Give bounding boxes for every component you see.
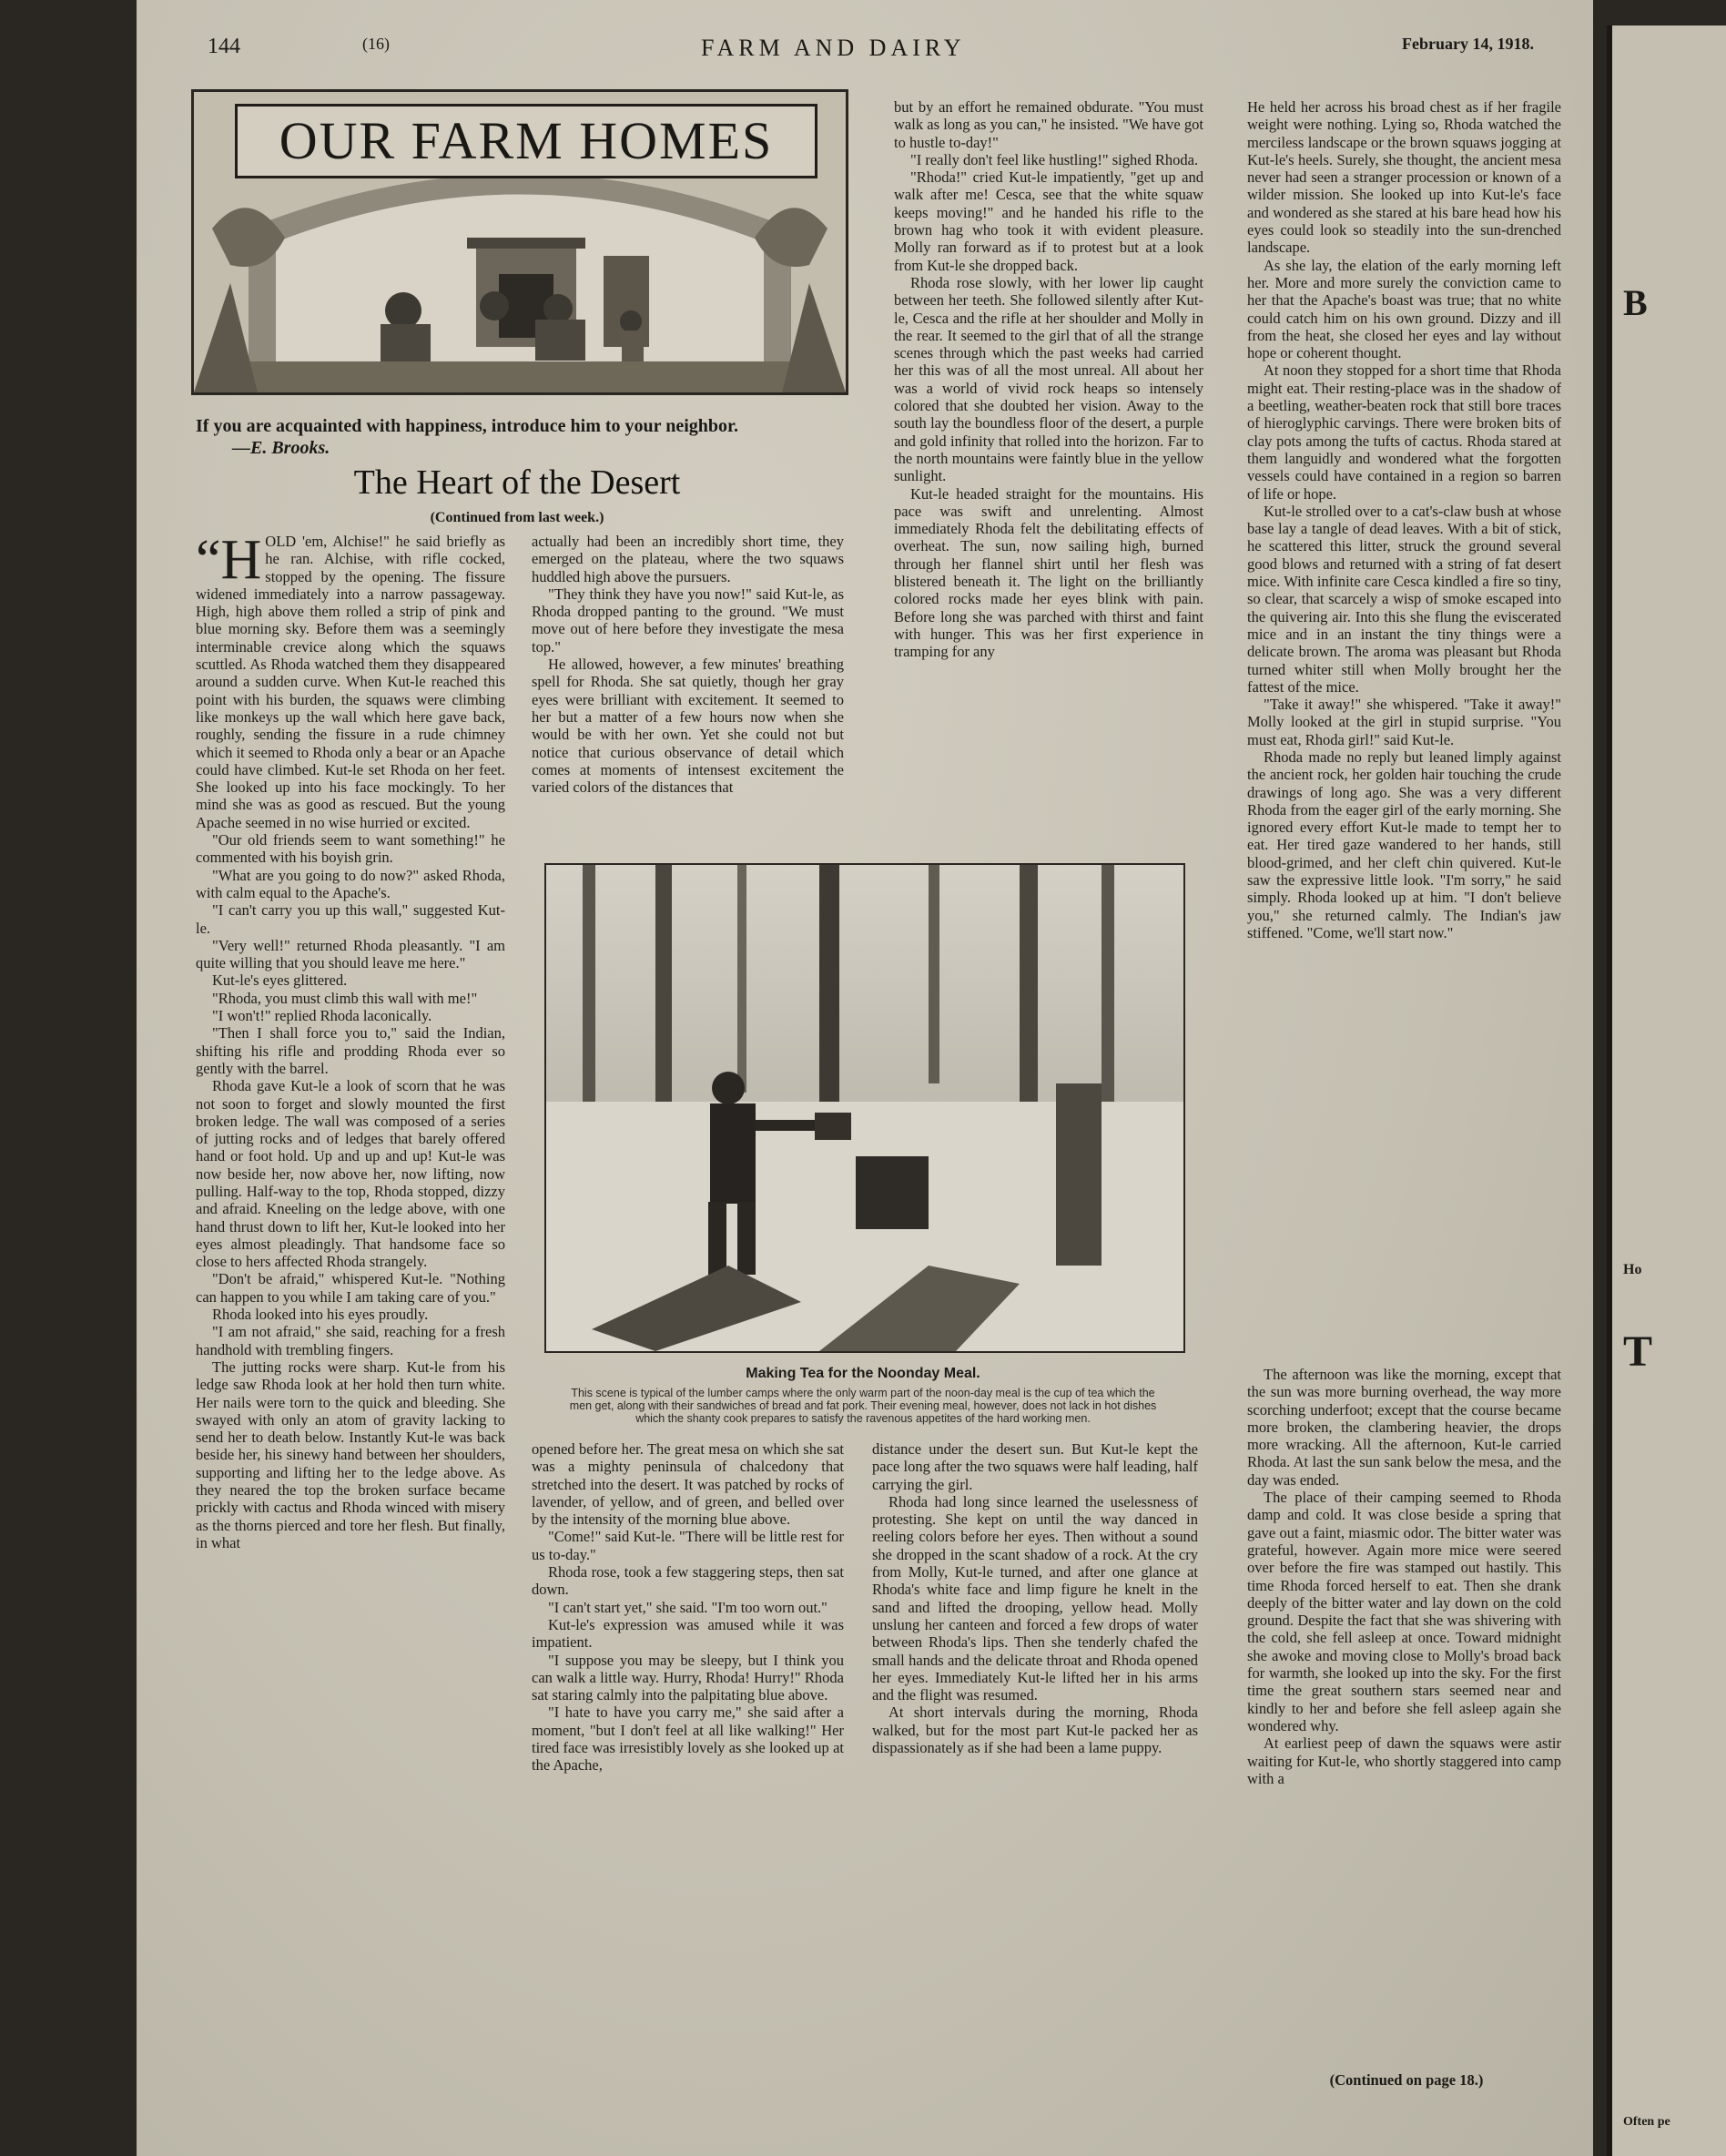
paragraph: At noon they stopped for a short time that Rhoda might eat. Their resting-place was in the shadow of a beetling, weather-beaten rock that still bore traces of hieroglyphic carvings. There were broken bits of clay pots among the tufts of cactus. Rhoda stared at them languidly and wondered what the forgotten vessels could have contained in a region so barren of life or hope. <box>1247 361 1561 503</box>
photo-caption-body: This scene is typical of the lumber camps where the only warm part of the noon-day meal is the cup of tea which the men get, along with their sandwiches of bread and fat pork. Their evening meal, however, does not lack in hot dishes which the shanty cook prepares to satisfy the ravenous appetites of the hard working men. <box>569 1387 1157 1425</box>
paragraph: The jutting rocks were sharp. Kut-le from his ledge saw Rhoda look at her hold then turn white. Her nails were torn to the quick and bleeding. She swayed with only an atom of gravity lacking to send her to death below. Instantly Kut-le was back beside her, his sinewy hand between her shoulders, supporting and lifting her to the ledge above. As they neared the top the broken surface became prickly with cactus and Rhoda winced with misery as the thorns pierced and tore her flesh. But finally, in what <box>196 1358 505 1551</box>
paragraph: Rhoda made no reply but leaned limply against the ancient rock, her golden hair touching the crude drawings of long ago. She was a very different Rhoda from the eager girl of the early morning. She ignored every effort Kut-le made to tempt her to eat. Her tired gaze wandered to her hands, still blood-grimed, and her cleft chin quivered. Kut-le saw the expressive little look. "I'm sorry," he said simply. Rhoda looked up at him. "I don't believe you," she returned calmly. The Indian's jaw stiffened. "Come, we'll start now." <box>1247 747 1561 941</box>
paragraph: "Come!" said Kut-le. "There will be little rest for us to-day." <box>532 1528 844 1563</box>
paragraph: At short intervals during the morning, Rhoda walked, but for the most part Kut-le packed her as dispassionately as if she had been a lame puppy. <box>872 1703 1198 1757</box>
adjacent-page-edge <box>1607 25 1726 2156</box>
paragraph: "What are you going to do now?" asked Rhoda, with calm equal to the Apache's. <box>196 866 505 901</box>
paragraph: Kut-le's expression was amused while it was impatient. <box>532 1615 844 1652</box>
motto-text: If you are acquainted with happiness, introduce him to your neighbor. <box>196 416 739 436</box>
paragraph: Rhoda rose slowly, with her lower lip caught between her teeth. She followed silently after Kut-le, Cesca and the rifle at her shoulder and Molly in the rear. It seemed to the girl that of all the strange scenes through which the past weeks had carried her this was of all the most unreal. All about her was a world of vivid rock heaps so intensely colored that she doubted her vision. Away to the south lay the boundless floor of the desert, a purple and gold infinity that rolled into the horizon. Far to the north mountains were faintly blue in the yellow sunlight. <box>894 273 1203 485</box>
adjacent-page-fragment: T <box>1623 1329 1653 1375</box>
paragraph: "I suppose you may be sleepy, but I think you can walk a little way. Hurry, Rhoda! Hurry!" Rhoda sat staring calmly into the palpitating blue above. <box>532 1651 844 1704</box>
paragraph: "Take it away!" she whispered. "Take it away!" Molly looked at the girl in stupid surprise. "You must eat, Rhoda girl!" said Kut-le. <box>1247 696 1561 748</box>
paragraph: "Then I shall force you to," said the Indian, shifting his rifle and prodding Rhoda ever so gently with the barrel. <box>196 1024 505 1077</box>
section-number: (16) <box>362 35 390 53</box>
paragraph: "Don't be afraid," whispered Kut-le. "Nothing can happen to you while I am taking care of you." <box>196 1270 505 1306</box>
paragraph: Kut-le headed straight for the mountains. His pace was swift and unrelenting. Almost immediately Rhoda felt the debilitating effects of overheat. The sun, now sailing high, burned through her flannel shirt until her flesh was blistered beneath it. The light on the brilliantly colored rocks made her eyes blink with pain. Before long she was parched with thirst and faint with hunger. This was her first experience in tramping for any <box>894 484 1203 661</box>
issue-date: February 14, 1918. <box>1402 35 1534 53</box>
paragraph: "I really don't feel like hustling!" sighed Rhoda. <box>910 150 1199 168</box>
masthead: FARM AND DAIRY <box>701 35 966 61</box>
adjacent-page-fragment: B <box>1623 282 1648 323</box>
adjacent-page-fragment: Ho <box>1623 1264 1642 1276</box>
paragraph: Rhoda looked into his eyes proudly. <box>212 1306 429 1324</box>
paragraph: Rhoda had long since learned the uselessness of protesting. She kept on until the way danced in reeling colors before her eyes. Then without a sound she dropped in the scant shadow of a rock. At the cry from Molly, Kut-le turned, and after one glance at Rhoda's white face and limp figure he knelt in the sand and lifted the drooping, yellow head. Molly unslung her canteen and forced a few drops of water between Rhoda's lips. Then she tenderly chafed the small hands and the delicate throat and Rhoda opened her eyes. Immediately Kut-le lifted her in his arms and the flight was resumed. <box>872 1492 1198 1704</box>
lumber-camp-photo <box>544 863 1185 1353</box>
paragraph: The afternoon was like the morning, except that the sun was more burning overhead, the way more scorching underfoot; except that the course became more broken, the clambering heavier, the drops more wracking. All the afternoon, Kut-le carried Rhoda. At last the sun sank below the mesa, and the day was ended. <box>1247 1366 1561 1489</box>
paragraph: "Rhoda, you must climb this wall with me!" <box>212 989 478 1007</box>
paragraph: Rhoda rose, took a few staggering steps, then sat down. <box>532 1563 844 1599</box>
paragraph: The place of their camping seemed to Rhoda damp and cold. It was close beside a spring that gave out a faint, miasmic odor. The bitter water was grateful, however. Again more mice were seered over before the fire was stamped out hastily. This time Rhoda forced herself to eat. Then she drank deeply of the bitter water and lay down on the cold ground. Despite the fact that she was shivering with the cold, she fell asleep at once. Toward midnight she awoke and moving close to Molly's broad back for warmth, she looked up into the sky. For the first time the great southern stars seemed near and kindly to her and before she fell asleep again she wondered why. <box>1247 1489 1561 1734</box>
adjacent-page-fragment <box>1667 171 1726 208</box>
paragraph: distance under the desert sun. But Kut-le kept the pace long after the two squaws were half leading, half carrying the girl. <box>872 1440 1198 1493</box>
paragraph: actually had been an incredibly short time, they emerged on the plateau, where the two squaws huddled high above the pursuers. <box>532 533 844 585</box>
paragraph: "I am not afraid," she said, reaching for a fresh handhold with trembling fingers. <box>196 1323 505 1358</box>
paragraph: “HOLD 'em, Alchise!" he said briefly as he ran. Alchise, with rifle cocked, stopped by the opening. The fissure widened immediately into a narrow passageway. High, high above them rolled a strip of pink and blue morning sky. Before them was a seemingly interminable crevice along which the squaws scuttled. As Rhoda watched them they disappeared around a sudden curve. When Kut-le reached this point with his burden, the squaws were climbing like monkeys up the wall which here gave back, roughly, sending the fissure in a rude chimney which it seemed to Rhoda only a bear or an Apache could have climbed. Kut-le set Rhoda on her feet. She looked up into his face mockingly. To her mind she was as good as rescued. But the young Apache seemed in no wise hurried or excited. <box>196 529 505 831</box>
paragraph: "I can't carry you up this wall," suggested Kut-le. <box>196 901 505 937</box>
banner-title: OUR FARM HOMES <box>235 104 817 178</box>
paragraph: "They think they have you now!" said Kut-le, as Rhoda dropped panting to the ground. "We must move out of here before they investigate the mesa top." <box>532 585 844 656</box>
paragraph: Kut-le strolled over to a cat's-claw bush at whose base lay a tangle of dead leaves. With a bit of stick, he scattered this litter, struck the ground several good blows and returned with a string of fat desert mice. With infinite care Cesca kindled a fire so tiny, so clear, that scarcely a wisp of smoke escaped into the quivering air. Into this she flung the eviscerated mice and in an instant the tiny things were a delicate brown. The aroma was pleasant but Rhoda turned whiter still when Molly brought her the fattest of the mice. <box>1247 502 1561 696</box>
paragraph: "Very well!" returned Rhoda pleasantly. "I am quite willing that you should leave me here." <box>196 936 505 972</box>
article-column-3-top <box>894 98 1203 661</box>
paragraph: opened before her. The great mesa on which she sat was a mighty peninsula of chalcedony that stretched into the desert. It was patched by rocks of lavender, of yellow, and of green, and belled over by the intensity of the morning blue above. <box>532 1440 844 1529</box>
continued-notice: (Continued on page 18.) <box>1329 2071 1484 2089</box>
paragraph: "Rhoda!" cried Kut-le impatiently, "get up and walk after me! Cesca, see that the white squaw keeps moving!" and he handed his rifle to the brown hag who took it with evident pleasure. Molly ran forward as if to protest but at a look from Kut-le she dropped back. <box>894 168 1203 274</box>
man-at-campfire-photo <box>546 865 1183 1351</box>
paragraph: He held her across his broad chest as if her fragile weight were nothing. Lying so, Rhoda watched the merciless landscape or the brown squaws jogging at Kut-le's heels. Surely, she thought, the ancient mesa never had seen a stranger procession or known of a wilder mission. She looked up into Kut-le's face and wondered as she stared at his bare head how his eyes could look so steadily into the sun-drenched landscape. <box>1247 98 1561 257</box>
paragraph: but by an effort he remained obdurate. "You must walk as long as you can," he insisted. "We have got to hustle to-day!" <box>894 98 1203 151</box>
paragraph: "I hate to have you carry me," she said after a moment, "but I don't feel at all like walking!" Her tired face was irresistibly lovely as she looked up at the Apache, <box>532 1703 844 1775</box>
motto-quote <box>196 415 838 459</box>
motto-author: —E. Brooks. <box>232 438 330 458</box>
article-subtitle: (Continued from last week.) <box>430 510 604 525</box>
article-column-2-top <box>532 533 844 796</box>
paragraph: "I won't!" replied Rhoda laconically. <box>212 1007 432 1025</box>
paragraph: He allowed, however, a few minutes' breathing spell for Rhoda. She sat quietly, though her gray eyes were brilliant with excitement. It seemed to her but a matter of a few hours now when she would be with her own. Yet she could not but notice that curious observance of detail which comes at moments of intensest excitement the varied colors of the distances that <box>532 656 844 797</box>
paragraph: As she lay, the elation of the early morning left her. More and more surely the conviction came to her that the Apache's boast was true; that no white could catch him on his own ground. Dizzy and ill from the heat, she closed her eyes and lay without hope or coherent thought. <box>1247 256 1561 362</box>
paragraph: "Our old friends seem to want something!" he commented with his boyish grin. <box>196 831 505 867</box>
article-column-4 <box>1247 98 1561 941</box>
page-number: 144 <box>208 35 240 58</box>
article-title: The Heart of the Desert <box>353 463 681 502</box>
adjacent-page-fragment: Often pe <box>1623 2116 1670 2128</box>
photo-caption-title: Making Tea for the Noonday Meal. <box>746 1366 980 1381</box>
paragraph: Rhoda gave Kut-le a look of scorn that he was not soon to forget and slowly mounted the first broken ledge. The wall was composed of a series of jutting rocks and of ledges that barely offered hand or foot hold. Up and up and up! Kut-le was now beside her, now above her, now lifting, now pulling. Half-way to the top, Rhoda stopped, dizzy and afraid. Kneeling on the ledge above, with one hand thrust down to lift her, Kut-le looked into her eyes almost pleadingly. That handsome face so close to hers affected Rhoda strangely. <box>196 1077 505 1271</box>
article-column-1 <box>196 529 505 1551</box>
article-column-4-lower <box>1247 1366 1561 1787</box>
paragraph: Kut-le's eyes glittered. <box>212 971 348 990</box>
article-column-3-bottom <box>872 1440 1198 1756</box>
article-column-2-bottom <box>532 1440 844 1775</box>
paragraph: At earliest peep of dawn the squaws were astir waiting for Kut-le, who shortly staggered into camp with a <box>1247 1734 1561 1787</box>
paragraph: "I can't start yet," she said. "I'm too worn out." <box>548 1598 827 1616</box>
drop-cap: “H <box>196 529 262 591</box>
